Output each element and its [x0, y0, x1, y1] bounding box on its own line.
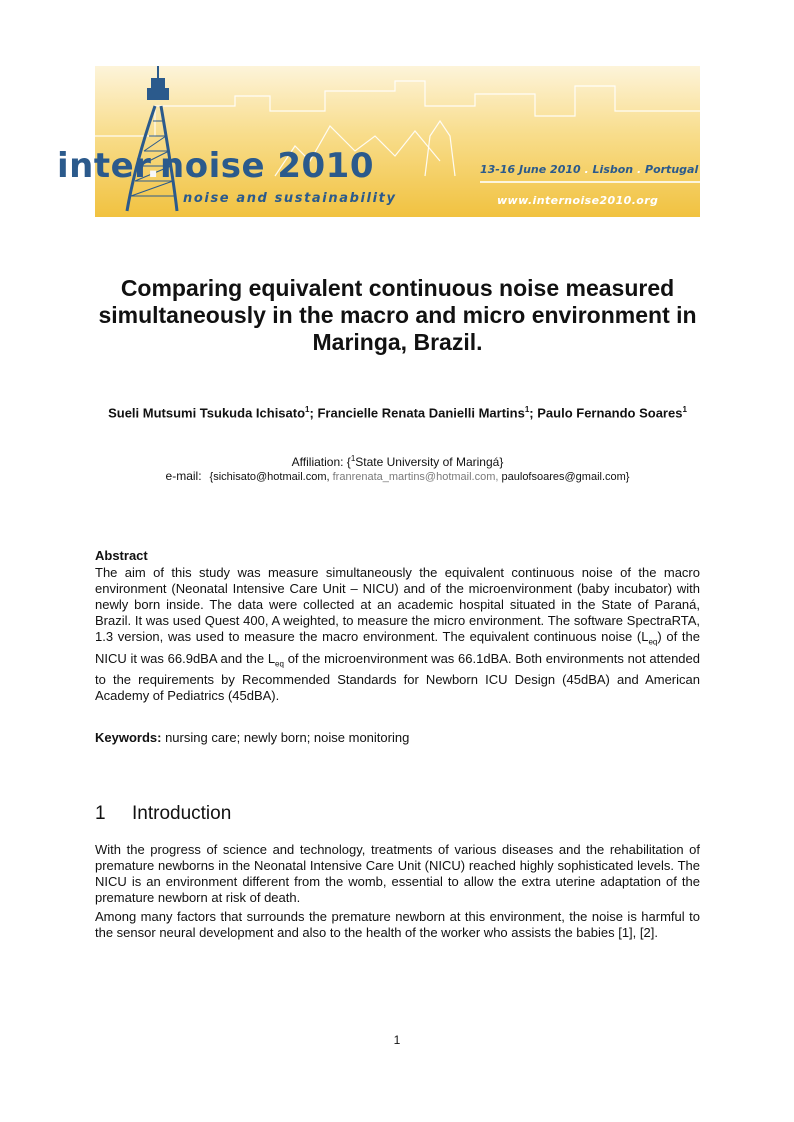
email-address[interactable]: paulofsoares@gmail.com} [501, 471, 630, 483]
conference-url[interactable]: www.internoise2010.org [497, 194, 659, 207]
email-label: e-mail: [165, 469, 202, 483]
author-name: Sueli Mutsumi Tsukuda Ichisato [108, 405, 306, 421]
abstract-body: The aim of this study was measure simultaneously the equivalent continuous noise of the macro environment (Neonatal Intensive Care Unit – NICU) and of the microenvironment (baby incubator) with newly born inside. The data were collected at an academic hospital situated in the State of Paraná, Brazil. It was used Quest 400, A weighted, to measure the micro environment. The software SpectraRTA, 1.3 version, was used to measure the macro environment. The equivalent continuous noise $(L_{eq})$ of the NICU it was 66.9dBA and the $L_{eq}$ of the microenvironment was 66.1dBA. Both environments not attended to the requirements by Recommended Standards for Newborn ICU Design (45dBA) and American Academy of Pediatrics (45dBA). [95, 565, 700, 704]
intro-paragraph-1: With the progress of science and technology, treatments of various diseases and the rehabilitation of premature newborns in the Neonatal Intensive Care Unit (NICU) reached highly sophisticated levels. The NICU is an environment different from the womb, essential to allow the extra uterine adaptation of the premature newborn at risk of death. [95, 842, 700, 905]
email-line [95, 469, 700, 483]
email-address[interactable]: {sichisato@hotmail.com, [209, 471, 330, 483]
author-list: Sueli Mutsumi Tsukuda Ichisato$^1$; Francielle Renata Danielli Martins$^1$; Paulo Fernando Soares$^1$ [108, 405, 687, 421]
keywords-label: Keywords: [95, 730, 162, 745]
logo-wordmark: inter.noise 2010 [57, 146, 374, 186]
page-number: 1 [393, 1033, 401, 1047]
author-name: Francielle Renata Danielli Martins [317, 405, 525, 421]
email-address[interactable]: franrenata_martins@hotmail.com, [332, 471, 499, 483]
author-name: Paulo Fernando Soares [537, 405, 683, 421]
logo-subtitle: noise and sustainability [183, 191, 397, 206]
affiliation: Affiliation: {$^1$State University of Maringá} [291, 454, 504, 469]
keywords: Keywords: nursing care; newly born; noise monitoring [95, 730, 410, 745]
section-heading: 1 Introduction [95, 803, 232, 824]
conference-dates-location: 13-16 June 2010 . Lisbon . Portugal [480, 163, 699, 176]
intro-paragraph-2: Among many factors that surrounds the premature newborn at this environment, the noise is harmful to the sensor neural development and also to the health of the worker who assists the babies [1], [2]. [95, 909, 700, 940]
abstract-heading: Abstract [95, 548, 148, 563]
paper-title: Comparing equivalent continuous noise measured simultaneously in the macro and micro environment in Maringa, Brazil. [98, 275, 697, 355]
